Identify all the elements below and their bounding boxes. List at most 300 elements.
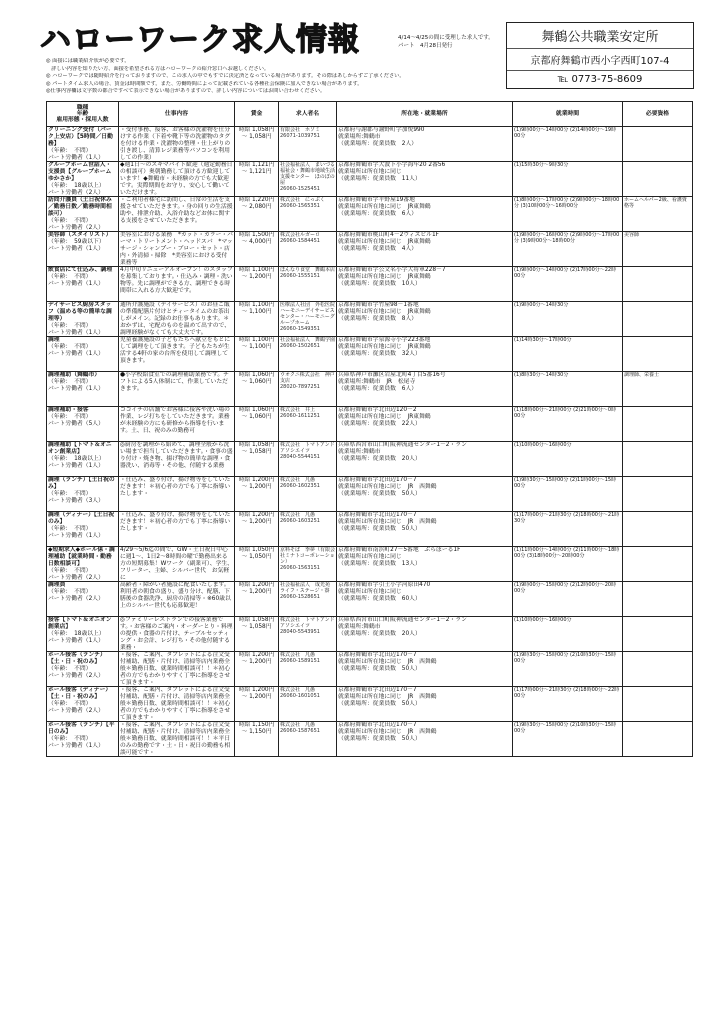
staff-count: （就業場所：従業員数 13人）: [338, 561, 421, 567]
age: （年齢： 不問）: [48, 736, 92, 742]
employer-cell: [279, 477, 337, 512]
staff-count: （就業場所：従業員数 50人）: [338, 701, 421, 707]
age: （年齢： 不問）: [48, 568, 92, 574]
employment-type: パート労働者（1人）: [48, 351, 104, 357]
wage: 時給 1,121円 ～ 1,121円: [238, 162, 275, 175]
location: 京都府舞鶴市字引土小字河原田470: [338, 582, 431, 588]
hours: (1)9時00分～14時00分 (2)14時00分～19時00分: [514, 127, 617, 139]
employer-cell: [279, 512, 337, 547]
age: （年齢： 59歳以下）: [48, 239, 105, 245]
requirements-cell: [623, 512, 693, 547]
occupation: 調理（ランチ）【土日祝のみ】: [48, 477, 115, 490]
employment-type: パート労働者（1人）: [48, 386, 104, 392]
location: 京都府舞鶴市字北田辺120－2: [338, 407, 417, 413]
notes: [46, 58, 586, 96]
employment-type: パート労働者（1人）: [48, 638, 104, 644]
hours: (1)14時30分～17時00分: [514, 337, 572, 343]
job-content-cell: [119, 232, 235, 267]
table-row: [47, 617, 693, 652]
requirements: 調理師、栄養士: [624, 372, 660, 378]
job-content: ◆週1日～のスキマバイト歓迎（週定勤務日の相談可）奥朝勤務して頂ける方歓迎しています！◆舞鶴市・未経験の方でも大歓迎です。実際期間をお守り、安心して働いていただけます。: [120, 162, 233, 196]
wage-cell: [235, 162, 279, 197]
hours: (1)9時30分～15時00分 (2)10時30分～15時00分: [514, 652, 617, 664]
requirements: [624, 162, 691, 196]
wage: 時給 1,500円 ～ 4,000円: [238, 232, 275, 245]
hours: (1)10時00分～16時00分: [514, 617, 572, 623]
col-occupation: 職種 年齢 雇用形態・採用人数: [47, 102, 119, 127]
requirements-cell: [623, 582, 693, 617]
job-content-cell: [119, 617, 235, 652]
wage: 時給 1,220円 ～ 2,080円: [238, 197, 275, 210]
table-row: [47, 512, 693, 547]
workplace: 就業場所は所在地に同じ JR東舞鶴: [338, 344, 431, 350]
staff-count: （就業場所：従業員数 2人）: [338, 141, 418, 147]
job-content: ・接客、ご案内、タブレットによる注文受付補助、配膳・片付け、清掃等店内業務全般＊勤務日数、就業時間相談可！！＊平日のみの勤務です・土・日・祝日の勤務も相談可能です・: [120, 722, 231, 756]
job-content: ・接客、ご案内、タブレットによる注文受付補助、配膳・片付け、清掃等店内業務全般＊勤務日数、就業時間相談可！！＊初心者の方でもわかりやすく丁寧に指導をさせて頂きます・: [120, 687, 231, 721]
job-content: 4/29～5/6迄の間で、GW・土日祝日中心に週1～、1日2～8時間の曜で勤務出来る方の短期募集！Wワーク（副業可）、学生、フリーター、主婦、シルバー世代 お気軽に: [120, 547, 233, 581]
hours: (1)8時00分～17時00分 (2)9時00分～18時00分 (3)10時00分～16時00分: [514, 197, 620, 209]
occupation-cell: [47, 477, 119, 512]
hours-cell: [513, 442, 623, 477]
table-row: [47, 477, 693, 512]
workplace: 就業場所は所在地に同じ JR東舞鶴: [338, 274, 431, 280]
hours-cell: [513, 617, 623, 652]
col-wage: 賃金: [235, 102, 279, 127]
occupation-cell: [47, 547, 119, 582]
hours: (1)9時00分～14時00分 (2)17時00分～22時00分: [514, 267, 617, 279]
occupation-cell: [47, 687, 119, 722]
occupation: 調理: [48, 337, 60, 343]
requirements: [624, 547, 691, 581]
occupation-cell: [47, 232, 119, 267]
staff-count: （就業場所：従業員数 20人）: [338, 456, 421, 462]
job-content-cell: [119, 372, 235, 407]
issue-date-line: パート 4月28日発行: [398, 43, 453, 49]
requirements: [624, 512, 691, 546]
location: 兵庫県西宮市山口町阪神流通センター1－2・ラン: [338, 617, 467, 623]
employer-name: 株式会社 トマトアンドアソシエイツ: [280, 442, 335, 454]
occupation-cell: [47, 162, 119, 197]
job-content: ・ご利用者様宅に訪問し、日常の生活を支援させていただきます。・身の回りの生活援助や、排泄介助、入浴介助などお体に関する支援をさせていただきます。: [120, 197, 233, 224]
wage-cell: [235, 687, 279, 722]
wage: 時給 1,200円 ～ 1,200円: [238, 582, 275, 595]
age: （年齢： 不問）: [48, 148, 92, 154]
hours-cell: [513, 232, 623, 267]
location-cell: [337, 197, 513, 232]
location-cell: [337, 652, 513, 687]
job-content-cell: [119, 547, 235, 582]
age: （年齢： 不問）: [48, 666, 92, 672]
occupation: 美容師（スタイリスト）: [48, 232, 112, 238]
workplace: 就業場所は所在地に同じ JR 西舞鶴: [338, 729, 437, 735]
employer-number: 26060-1563151: [280, 565, 320, 571]
employer-number: 28020-7897251: [280, 384, 320, 390]
table-row: [47, 267, 693, 302]
requirements-cell: [623, 337, 693, 372]
job-content: ・仕込み、盛り付け、揚げ物等をしていただきます！＊初心者の方でも丁寧に指導いたします・: [120, 512, 231, 532]
table-header-row: [47, 102, 693, 127]
employer-name: 株式会社 トマトアンドアソシエイツ: [280, 617, 335, 629]
staff-count: （就業場所：従業員数 8人）: [338, 316, 418, 322]
job-content: 高齢者・障がい者施設に配食いたします。利用者の朝食の盛り、盛り分け、配膳、下膳後の食器洗浄、厨房の清掃等・※60歳以上のシルバー世代も応募歓迎！: [120, 582, 231, 609]
occupation: ホール接客（ディナー）【土・日・祝のみ】: [48, 687, 112, 700]
employer-name: ほんなり食堂 舞鶴本店: [280, 267, 335, 273]
hours: (1)11時00分～14時00分 (2)11時00分～18時00分 (3)18時00分～20時00分: [514, 547, 620, 559]
wage: 時給 1,200円 ～ 1,200円: [238, 687, 275, 700]
employer-number: 28040-5544151: [280, 454, 320, 460]
job-content-cell: [119, 582, 235, 617]
requirements: [624, 687, 691, 721]
job-content-cell: [119, 127, 235, 162]
wage: 時給 1,058円 ～ 1,058円: [238, 127, 275, 140]
requirements-cell: [623, 547, 693, 582]
employer-name: 株式会社ルガーロ: [280, 232, 321, 238]
job-content: ・仕込み、盛り付け、揚げ物等をしていただきます！＊初心者の方でも丁寧に指導いたします・: [120, 477, 231, 497]
occupation-cell: [47, 652, 119, 687]
job-content-cell: [119, 337, 235, 372]
job-content: ◎ファミリーレストランでの接客業務です。・お客様のご案内・オーダーとり・料理の提供・食器の片付け、テーブルセッティング・お会計、レジ打ち・その他付随する業務・: [120, 617, 233, 651]
location-cell: [337, 582, 513, 617]
wage: 時給 1,150円 ～ 1,150円: [238, 722, 275, 735]
table-row: [47, 372, 693, 407]
employer-number: 26060-1611251: [280, 413, 320, 419]
office-phone: ℡ 0773-75-8609: [557, 74, 643, 85]
requirements: ホームヘルパー2級、看護資格等: [624, 197, 687, 209]
job-content-cell: [119, 652, 235, 687]
workplace: 就業場所は所在地に同じ: [338, 589, 402, 595]
workplace: 就業場所は所在地に同じ JR 西舞鶴: [338, 694, 437, 700]
workplace: 就業場所は所在地に同じ JR 西舞鶴: [338, 659, 437, 665]
occupation: 調理補助・接客: [48, 407, 89, 413]
requirements: [624, 407, 691, 441]
job-content-cell: [119, 302, 235, 337]
age: （年齢： 18歳以上）: [48, 183, 105, 189]
requirements: [624, 477, 691, 511]
job-content-cell: [119, 722, 235, 757]
employer-cell: [279, 547, 337, 582]
employer-cell: [279, 407, 337, 442]
employment-type: パート労働者（1人）: [48, 743, 104, 749]
table-row: [47, 302, 693, 337]
location: 京都府舞鶴市字北田辺170－7: [338, 512, 417, 518]
table-row: [47, 407, 693, 442]
staff-count: （就業場所：従業員数 11人）: [338, 176, 421, 182]
table-row: [47, 127, 693, 162]
employer-number: 26060-1565351: [280, 203, 320, 209]
location: 京都府舞鶴市字北田辺170－7: [338, 722, 417, 728]
employment-type: パート労働者（1人）: [48, 533, 104, 539]
location: 兵庫県神戸市灘区岩屋北町4丁目5番16号: [338, 372, 446, 378]
employer-cell: [279, 302, 337, 337]
note-line: ◎ パートタイム求人の場合、賃金は時間額です。また、労働時間によって記載されている各種社会保険に加入できない場合があります。: [46, 80, 363, 87]
hours-cell: [513, 302, 623, 337]
occupation-cell: [47, 582, 119, 617]
employer-cell: [279, 652, 337, 687]
wage-cell: [235, 232, 279, 267]
job-content-cell: [119, 477, 235, 512]
table-row: [47, 337, 693, 372]
employer-number: 26060-1589151: [280, 658, 320, 664]
staff-count: （就業場所：従業員数 32人）: [338, 351, 421, 357]
occupation: デイサービス厨房スタッフ（温める等の簡単な調理等）: [48, 302, 112, 322]
location-cell: [337, 722, 513, 757]
location-cell: [337, 372, 513, 407]
hours: (1)18時00分～21時00分 (2)21時00分～0時00分: [514, 407, 617, 419]
occupation: 飲食店にて仕込み、調理: [48, 267, 113, 273]
occupation: 訪問介護員（土日祝休み／勤務日数／勤務時間相談可）: [48, 197, 112, 217]
staff-count: （就業場所：従業員数 50人）: [338, 526, 421, 532]
col-employer: 求人者名: [279, 102, 337, 127]
job-content: 児童養護施設の子どもたちへ献立をもとにして調理をして頂きます。子どもたちが生活する4軒の家の台所を使用して調理して頂きます。: [120, 337, 231, 364]
employer-number: 26060-1584451: [280, 238, 320, 244]
table-row: [47, 687, 693, 722]
location-cell: [337, 547, 513, 582]
location: 京都府舞鶴市字公文名小字大将軍228－7: [338, 267, 446, 273]
table-row: [47, 442, 693, 477]
wage-cell: [235, 722, 279, 757]
staff-count: （就業場所：従業員数 10人）: [338, 281, 421, 287]
employment-type: パート労働者（2人）: [48, 673, 104, 679]
employment-type: パート労働者（2人）: [48, 596, 104, 602]
staff-count: （就業場所：従業員数 22人）: [338, 421, 421, 427]
employer-number: 26060-1555151: [280, 273, 320, 279]
occupation-cell: [47, 722, 119, 757]
workplace: 就業場所は所在地に同じ: [338, 169, 402, 175]
wage: 時給 1,060円 ～ 1,060円: [238, 372, 275, 385]
occupation-cell: [47, 197, 119, 232]
employer-number: 26060-1502651: [280, 343, 320, 349]
hours-cell: [513, 407, 623, 442]
wage-cell: [235, 197, 279, 232]
requirements-cell: [623, 477, 693, 512]
workplace: 就業場所は所在地に同じ JR東舞鶴: [338, 414, 431, 420]
hours-cell: [513, 197, 623, 232]
employment-type: パート労働者（1人）: [48, 463, 104, 469]
hours: (1)8時30分～14時30分: [514, 372, 569, 378]
occupation-cell: [47, 267, 119, 302]
hours-cell: [513, 687, 623, 722]
requirements: [624, 267, 691, 301]
hours-cell: [513, 267, 623, 302]
table-row: [47, 232, 693, 267]
employment-type: パート労働者（2人）: [48, 225, 104, 231]
hours-cell: [513, 162, 623, 197]
hours-cell: [513, 337, 623, 372]
office-address: 京都府舞鶴市西小字西町107-4: [507, 49, 693, 71]
requirements-cell: [623, 617, 693, 652]
requirements-cell: [623, 232, 693, 267]
employer-name: 社会福祉法人 まいづる福祉会・舞鶴市地域生活支援センター ほのぼの屋: [280, 162, 335, 186]
col-requirements: 必要資格: [623, 102, 693, 127]
employment-type: パート労働者（5人）: [48, 421, 104, 427]
employer-number: 26060-1549351: [280, 326, 320, 332]
location-cell: [337, 302, 513, 337]
workplace: 就業場所:舞鶴市: [338, 449, 381, 455]
employer-name: 社会福祉法人 舞鶴学園: [280, 337, 335, 343]
staff-count: （就業場所：従業員数 50人）: [338, 666, 421, 672]
hours-cell: [513, 477, 623, 512]
location-cell: [337, 232, 513, 267]
occupation-cell: [47, 127, 119, 162]
staff-count: （就業場所：従業員数 50人）: [338, 491, 421, 497]
occupation-cell: [47, 372, 119, 407]
requirements-cell: [623, 267, 693, 302]
employer-number: 26060-1601051: [280, 693, 320, 699]
employer-name: 株式会社 凡愚: [280, 512, 316, 518]
employer-name: 医療法人社団 外松医院 ハーモニーデイサービスセンター・ハーモニーグループホーム: [280, 302, 335, 326]
age: （年齢： 不問）: [48, 323, 92, 329]
job-content: ココイチの店舗でお客様に接客や洗い場の作業、レジ打ちをしていただきます。業務が未経験の方にも研修から指導を行います。土、日、祝のみの勤務可: [120, 407, 230, 434]
occupation: ホール接客（ランチ）【平日のみ】: [48, 722, 115, 735]
employment-type: パート労働者（1人）: [48, 330, 104, 336]
age: （年齢： 不問）: [48, 379, 92, 385]
hours-cell: [513, 547, 623, 582]
wage-cell: [235, 127, 279, 162]
location: 京都府舞鶴市字大波下小字海牢20 2番56: [338, 162, 446, 168]
hours: (1)17時00分～21時30分 (2)18時00分～22時00分: [514, 687, 620, 699]
job-content-cell: [119, 442, 235, 477]
location-cell: [337, 267, 513, 302]
hours-cell: [513, 722, 623, 757]
requirements-cell: [623, 372, 693, 407]
job-content-cell: [119, 512, 235, 547]
employer-cell: [279, 617, 337, 652]
job-content-cell: [119, 687, 235, 722]
age: （年齢： 18歳以上）: [48, 456, 105, 462]
staff-count: （就業場所：従業員数 6人）: [338, 211, 418, 217]
employer-number: 28040-5543951: [280, 629, 320, 635]
table-row: [47, 197, 693, 232]
wage-cell: [235, 302, 279, 337]
issue-period: [398, 34, 494, 50]
occupation: 調理補助（舞鶴市）: [48, 372, 101, 378]
job-content: ●小学校給食室での調理補助業務です。チフトによる5人体制にて、作業していただきます。: [120, 372, 229, 392]
job-content-cell: [119, 267, 235, 302]
requirements: [624, 442, 691, 476]
wage-cell: [235, 267, 279, 302]
wage-cell: [235, 372, 279, 407]
employer-cell: [279, 722, 337, 757]
employment-type: パート労働者（2人）: [48, 575, 104, 581]
job-content: 美容室における業務 *カット・カラー・パーマ・トリートメント・ヘッドスパ *マッサージ・シャンプー・ブロー・セット・店内・外清掃・掃除 *美容室における受付業務等: [120, 232, 233, 266]
employer-number: 26071-1039751: [280, 133, 320, 139]
workplace: 就業場所は所在地に同じ JR東舞鶴: [338, 309, 431, 315]
workplace: 就業場所:舞鶴市: [338, 624, 381, 630]
col-job-content: 仕事内容: [119, 102, 235, 127]
occupation: ◆短期求人◆ホール係・調理補助【就業時間・勤務日数相談可】: [48, 547, 115, 567]
wage-cell: [235, 477, 279, 512]
job-content: ・接客、ご案内、タブレットによる注文受付補助、配膳・片付け、清掃等店内業務全般＊勤務日数、就業時間相談可！！＊初心者の方でもわかりやすく丁寧に指導をさせて頂きます・: [120, 652, 231, 686]
wage: 時給 1,060円 ～ 1,060円: [238, 407, 275, 420]
employer-name: 株式会社 にっぷく: [280, 197, 325, 203]
hours-cell: [513, 372, 623, 407]
wage-cell: [235, 442, 279, 477]
wage: 時給 1,100円 ～ 1,200円: [238, 267, 275, 280]
wage: 時給 1,058円 ～ 1,058円: [238, 617, 275, 630]
wage: 時給 1,100円 ～ 1,100円: [238, 302, 275, 315]
hours: (1)17時00分～21時30分 (2)18時00分～21時30分: [514, 512, 620, 524]
employer-cell: [279, 687, 337, 722]
wage: 時給 1,058円 ～ 1,058円: [238, 442, 275, 455]
age: （年齢： 不問）: [48, 414, 92, 420]
workplace: 就業場所は所在地に同じ: [338, 554, 402, 560]
employer-name: 株式会社 凡愚: [280, 722, 316, 728]
table-row: [47, 547, 693, 582]
location: 京都府舞鶴市字泉源寺小字223番地: [338, 337, 431, 343]
location-cell: [337, 512, 513, 547]
occupation: クリーニング受付（パーク上安店）【5時間／日勤務】: [48, 127, 113, 147]
occupation: 接客【トマト＆オニオン創業店】: [48, 617, 112, 630]
employer-cell: [279, 372, 337, 407]
location-cell: [337, 407, 513, 442]
occupation-cell: [47, 407, 119, 442]
employer-number: 26060-1525451: [280, 186, 320, 192]
employment-type: パート労働者（1人）: [48, 281, 104, 287]
wage-cell: [235, 407, 279, 442]
occupation-cell: [47, 442, 119, 477]
age: （年齢： 不問）: [48, 701, 92, 707]
wage-cell: [235, 582, 279, 617]
table-row: [47, 722, 693, 757]
employer-cell: [279, 232, 337, 267]
note-line: ◎ 面接には職業紹介状が必要です。: [46, 58, 130, 64]
occupation-cell: [47, 337, 119, 372]
period-line: 4/14～4/25の間に受理した求人です。: [398, 35, 494, 41]
employment-type: パート労働者（1人）: [48, 246, 104, 252]
col-location: 所在地・就業場所: [337, 102, 513, 127]
hours-cell: [513, 127, 623, 162]
location-cell: [337, 617, 513, 652]
wage-cell: [235, 337, 279, 372]
requirements: [624, 722, 691, 756]
employer-number: 26060-1587651: [280, 728, 320, 734]
staff-count: （就業場所：従業員数 60人）: [338, 596, 421, 602]
age: （年齢： 不問）: [48, 589, 92, 595]
hours: (1)9時00分～14時30分: [514, 302, 569, 308]
wage: 時給 1,050円 ～ 1,050円: [238, 547, 275, 560]
wage: 時給 1,200円 ～ 1,200円: [238, 477, 275, 490]
location: 京都府舞鶴市字北田辺170－7: [338, 477, 417, 483]
employer-cell: [279, 127, 337, 162]
table-row: [47, 582, 693, 617]
hours: (1)9時00分～16時00分 (2)9時00分～17時00分 (3)9時00分～18時00分: [514, 232, 620, 244]
location-cell: [337, 442, 513, 477]
hours: (1)9時30分～15時00分 (2)10時30分～15時00分: [514, 722, 617, 734]
requirements: [624, 582, 691, 616]
note-line: 詳しい内容を知りたい方、面接を希望される方はハローワークの紹介窓口へお越しください。: [46, 65, 270, 72]
employer-name: ウオクニ株式会社 神戸支店: [280, 372, 335, 384]
hours: (1)10時00分～16時00分: [514, 442, 572, 448]
col-hours: 就業時間: [513, 102, 623, 127]
occupation: 調理（ディナー）【土日祝のみ】: [48, 512, 115, 525]
page-header: [0, 0, 724, 100]
employer-name: 有限会社 ホソミ: [280, 127, 321, 133]
location-cell: [337, 337, 513, 372]
employment-type: パート労働者（1人）: [48, 155, 104, 161]
hours: (1)9時30分～15時00分 (2)11時00分～15時00分: [514, 477, 617, 489]
hours-cell: [513, 512, 623, 547]
location: 京都府舞鶴市桃山町4－2ウィズビル1F: [338, 232, 440, 238]
table-row: [47, 652, 693, 687]
workplace: 就業場所:舞鶴市: [338, 134, 381, 140]
location-cell: [337, 687, 513, 722]
wage: 時給 1,200円 ～ 1,200円: [238, 512, 275, 525]
wage-cell: [235, 617, 279, 652]
job-content: 4月中旬リニューアルオープン！のスタッフを募集しております。・仕込み・調理・洗い物等。先に調理ができる方、調理できる時間帯に入れる方大歓迎です。: [120, 267, 233, 294]
hours: (1)9時00分～15時00分 (2)12時00分～20時00分: [514, 582, 617, 594]
location: 京都府舞鶴市字竹屋98－1番地: [338, 302, 419, 308]
requirements-cell: [623, 127, 693, 162]
